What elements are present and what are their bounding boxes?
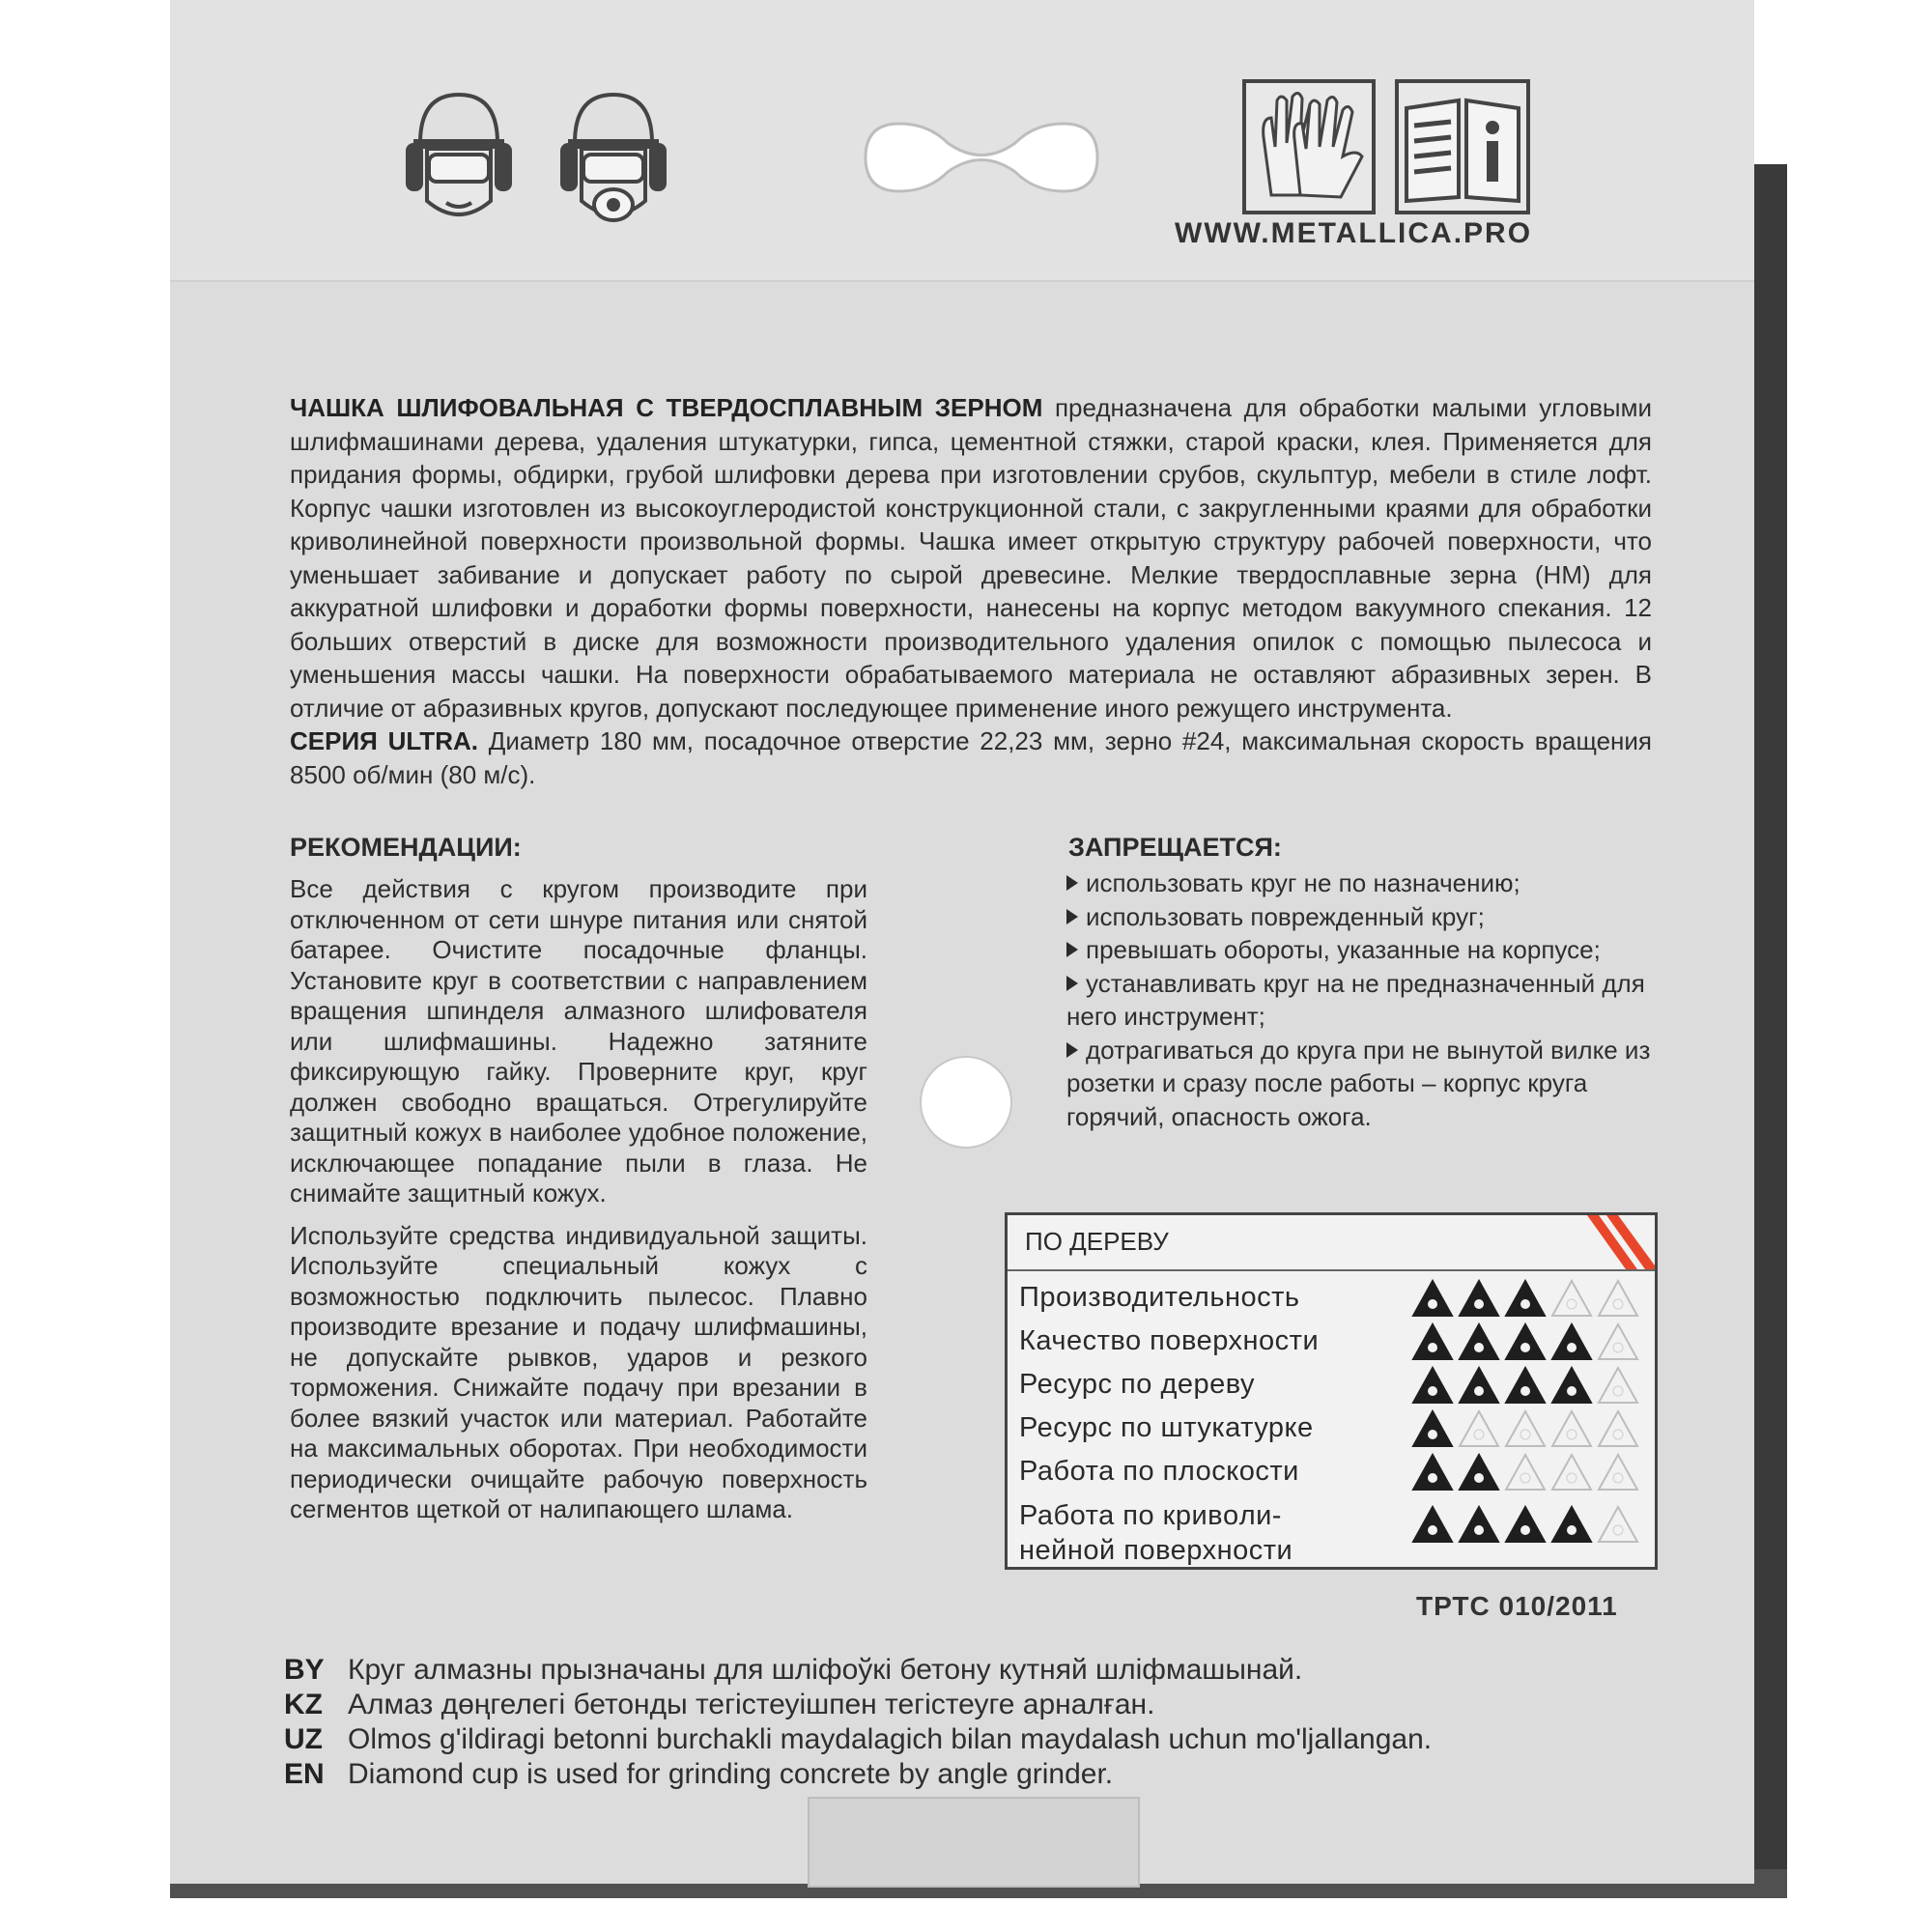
rating-table-header [1008,1215,1655,1271]
bottom-tab [808,1797,1140,1888]
rating-empty-triangle-icon [1597,1322,1639,1361]
gloves-icon [1242,79,1376,214]
rating-filled-triangle-icon [1411,1453,1454,1492]
recommendations-paragraph-2: Используйте средства индивидуальной защиты. Используйте специальный кожух с возможностью подключить пылесос. Плавно производите врезание и подачу шлифмашины, не допускайте рывков, ударов и резкого торможения. Снижайте подачу при врезании в более вязкий участок или материал. Работайте на максимальных оборотах. При необходимости периодически очищайте рабочую поверхность сегментов щеткой от налипающего шлама. [290,1220,867,1523]
box-side-shadow-right [1748,164,1787,1893]
rating-filled-triangle-icon [1550,1505,1593,1544]
rating-filled-triangle-icon [1504,1279,1547,1318]
product-description [290,391,1652,791]
language-line-kz: KZ Алмаз дөңгелегі бетонды тегістеуішпен тегістеуге арналған. [284,1689,1155,1720]
package-back [170,0,1754,1884]
rating-filled-triangle-icon [1504,1322,1547,1361]
rating-empty-triangle-icon [1550,1409,1593,1448]
rating-filled-triangle-icon [1458,1279,1500,1318]
rating-label: Качество поверхности [1019,1325,1320,1356]
forbidden-item: превышать обороты, указанные на корпусе; [1066,933,1665,967]
rating-empty-triangle-icon [1550,1453,1593,1492]
rating-filled-triangle-icon [1504,1366,1547,1405]
rating-empty-triangle-icon [1597,1505,1639,1544]
language-line-en: EN Diamond cup is used for grinding concrete by angle grinder. [284,1758,1114,1790]
rating-filled-triangle-icon [1411,1322,1454,1361]
rating-empty-triangle-icon [1597,1366,1639,1405]
top-flap [170,0,1754,282]
triangle-bullet-icon [1066,909,1078,924]
rating-filled-triangle-icon [1411,1366,1454,1405]
rating-empty-triangle-icon [1597,1279,1639,1318]
forbidden-item: использовать поврежденный круг; [1066,900,1665,934]
rating-icons [1411,1453,1643,1495]
rating-filled-triangle-icon [1458,1322,1500,1361]
accent-stripes-icon [1577,1215,1655,1269]
forbidden-heading: ЗАПРЕЩАЕТСЯ: [1068,833,1282,862]
rating-empty-triangle-icon [1458,1409,1500,1448]
helmet-goggles-ear-protection-icon [406,85,512,230]
forbidden-list [1066,867,1665,1133]
forbidden-item: устанавливать круг на не предназначенный для него инструмент; [1066,968,1645,1031]
rating-table-title: ПО ДЕРЕВУ [1025,1227,1169,1256]
rating-filled-triangle-icon [1504,1505,1547,1544]
hang-hole-cutout [837,114,1126,201]
product-description-text: предназначена для обработки малыми угловыми шлифмашинами дерева, удаления штукатурки, гипса, цементной стяжки, старой краски, клея. Применяется для придания формы, обдирки, грубой шлифовки дерева при изготовлении срубов, скульптур, мебели в стиле лофт. Корпус чашки изготовлен из высокоуглеродистой конструкционной стали, с закругленными краями для обработки криволинейной поверхности произвольной формы. Чашка имеет открытую структуру рабочей поверхности, что уменьшает забивание и допускает работу по сырой древесине. Мелкие твердосплавные зерна (НМ) для аккуратной шлифовки и доработки формы поверхности, нанесены на корпус методом вакуумного спекания. 12 больших отверстий в диске для возможности производительного удаления опилок с помощью пылесоса и уменьшения массы чашки. На поверхности обрабатываемого материала не оставляют абразивных зерен. В отличие от абразивных кругов, допускают последующее применение иного режущего инструмента. [290,393,1653,723]
rating-label: Ресурс по дереву [1019,1369,1256,1400]
rating-label: Ресурс по штукатурке [1019,1412,1314,1443]
language-line-uz: UZ Olmos g'ildiragi betonni burchakli maydalagich bilan maydalash uchun mo'ljallangan. [284,1723,1433,1755]
rating-label: Работа по кривoли- [1019,1500,1282,1531]
rating-label: нейной поверхности [1019,1535,1293,1566]
rating-filled-triangle-icon [1411,1505,1454,1544]
rating-icons [1411,1322,1643,1365]
product-title: ЧАШКА ШЛИФОВАЛЬНАЯ С ТВЕРДОСПЛАВНЫМ ЗЕРНОМ [290,393,1043,422]
rating-filled-triangle-icon [1458,1505,1500,1544]
rating-label: Работа по плоскости [1019,1456,1299,1487]
rating-empty-triangle-icon [1597,1409,1639,1448]
rating-filled-triangle-icon [1550,1366,1593,1405]
rating-filled-triangle-icon [1411,1409,1454,1448]
recommendations-text [290,874,867,1537]
rating-filled-triangle-icon [1411,1279,1454,1318]
helmet-goggles-respirator-icon [560,85,667,230]
forbidden-item: использовать круг не по назначению; [1066,867,1665,900]
rating-icons [1411,1505,1643,1548]
website-url: WWW.METALLICA.PRO [1175,217,1533,249]
rating-label: Производительность [1019,1282,1300,1313]
rating-empty-triangle-icon [1597,1453,1639,1492]
rating-empty-triangle-icon [1504,1409,1547,1448]
forbidden-item: дотрагиваться до круга при не вынутой вилке из розетки и сразу после работы – корпус круга горячий, опасность ожога. [1066,1035,1651,1131]
recommendations-paragraph-1: Все действия с кругом производите при отключенном от сети шнуре питания или снятой батарее. Очистите посадочные фланцы. Установите круг в соответствии с направлением вращения шпинделя алмазного шлифователя или шлифмашины. Надежно затяните фиксирующую гайку. Проверните круг, круг должен свободно вращаться. Отрегулируйте защитный кожух в наиболее удобное положение, исключающее попадание пыли в глаза. Не снимайте защитный кожух. [290,874,867,1208]
triangle-bullet-icon [1066,1042,1078,1058]
triangle-bullet-icon [1066,875,1078,891]
rating-filled-triangle-icon [1550,1322,1593,1361]
certification-standard: ТРТС 010/2011 [1416,1591,1618,1621]
recommendations-heading: РЕКОМЕНДАЦИИ: [290,833,522,862]
language-line-by: BY Круг алмазны прызначаны для шліфоўкі бетону кутняй шліфмашынай. [284,1654,1303,1686]
triangle-bullet-icon [1066,942,1078,957]
rating-filled-triangle-icon [1458,1453,1500,1492]
rating-empty-triangle-icon [1550,1279,1593,1318]
series-specs: Диаметр 180 мм, посадочное отверстие 22,23 мм, зерно #24, максимальная скорость вращения 8500 об/мин (80 м/с). [290,726,1653,789]
triangle-bullet-icon [1066,976,1078,991]
series-title: СЕРИЯ ULTRA. [290,726,478,755]
rating-icons [1411,1366,1643,1408]
rating-icons [1411,1279,1643,1321]
rating-filled-triangle-icon [1458,1366,1500,1405]
rating-empty-triangle-icon [1504,1453,1547,1492]
read-manual-icon [1395,79,1530,214]
rating-icons [1411,1409,1643,1452]
rating-table [1005,1212,1658,1570]
center-hole-cutout [920,1056,1012,1149]
